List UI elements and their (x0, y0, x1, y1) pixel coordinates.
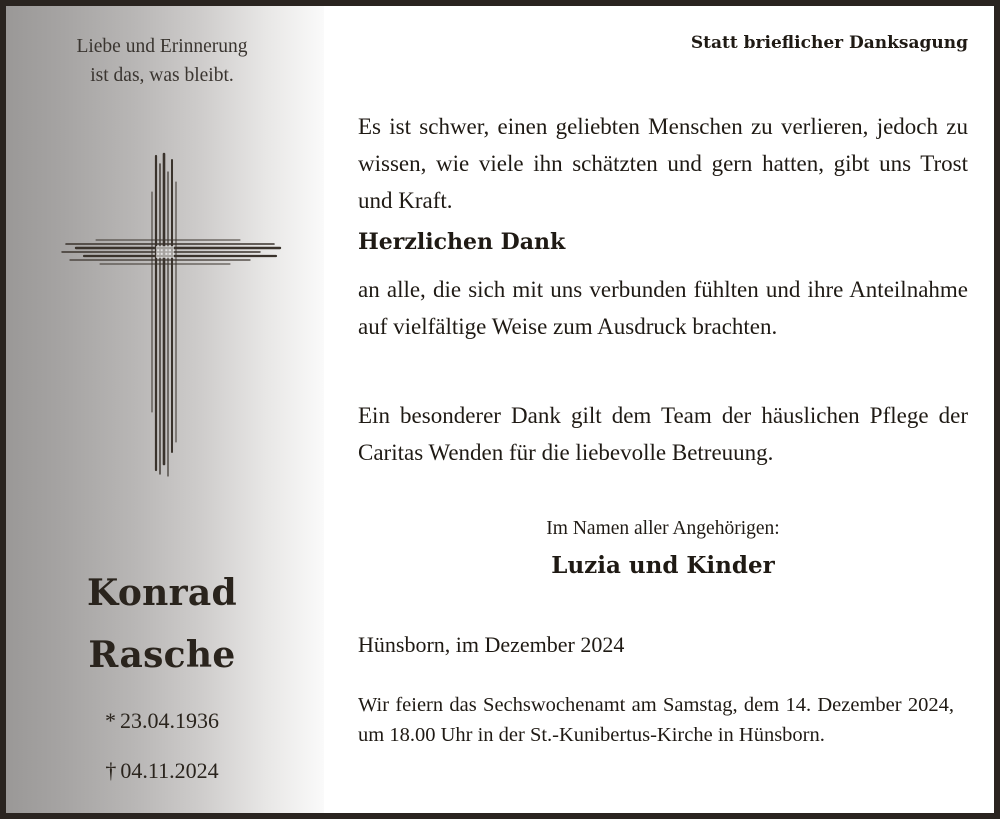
signature-intro: Im Namen aller Angehörigen: (546, 518, 780, 539)
memorial-sidebar (6, 6, 324, 813)
deceased-last-name: Rasche (88, 634, 236, 676)
deceased-first-name: Konrad (87, 572, 237, 614)
motto (6, 32, 318, 90)
signature-names: Luzia und Kinder (551, 552, 775, 579)
death-date-line (6, 758, 318, 784)
death-symbol: † (105, 758, 117, 783)
motto-line-1: Liebe und Erinnerung (76, 36, 248, 57)
thanks-paragraph: an alle, die sich mit uns verbunden fühlten und ihre Anteilnahme auf vielfältige Weise zum Ausdruck brachten. (358, 277, 968, 339)
place-date: Hünsborn, im Dezember 2024 (358, 632, 625, 657)
birth-date: 23.04.1936 (120, 708, 219, 733)
birth-symbol: * (105, 708, 116, 733)
service-notice: Wir feiern das Sechswochenamt am Samstag, dem 14. Dezember 2024, um 18.00 Uhr in der St.-Kunibertus-Kirche in Hünsborn. (358, 694, 954, 746)
headline: Statt brieflicher Danksagung (690, 33, 968, 53)
intro-paragraph: Es ist schwer, einen geliebten Menschen zu verlieren, jedoch zu wissen, wie viele ihn schätzten und gern hatten, gibt uns Trost und Kraft. (358, 114, 968, 213)
special-thanks-paragraph: Ein besonderer Dank gilt dem Team der häuslichen Pflege der Caritas Wenden für die liebevolle Betreuung. (358, 403, 968, 465)
death-date: 04.11.2024 (120, 758, 219, 783)
thanks-heading: Herzlichen Dank (358, 229, 566, 255)
birth-date-line (6, 708, 318, 734)
cross-icon (60, 152, 282, 478)
motto-line-2: ist das, was bleibt. (90, 65, 234, 86)
